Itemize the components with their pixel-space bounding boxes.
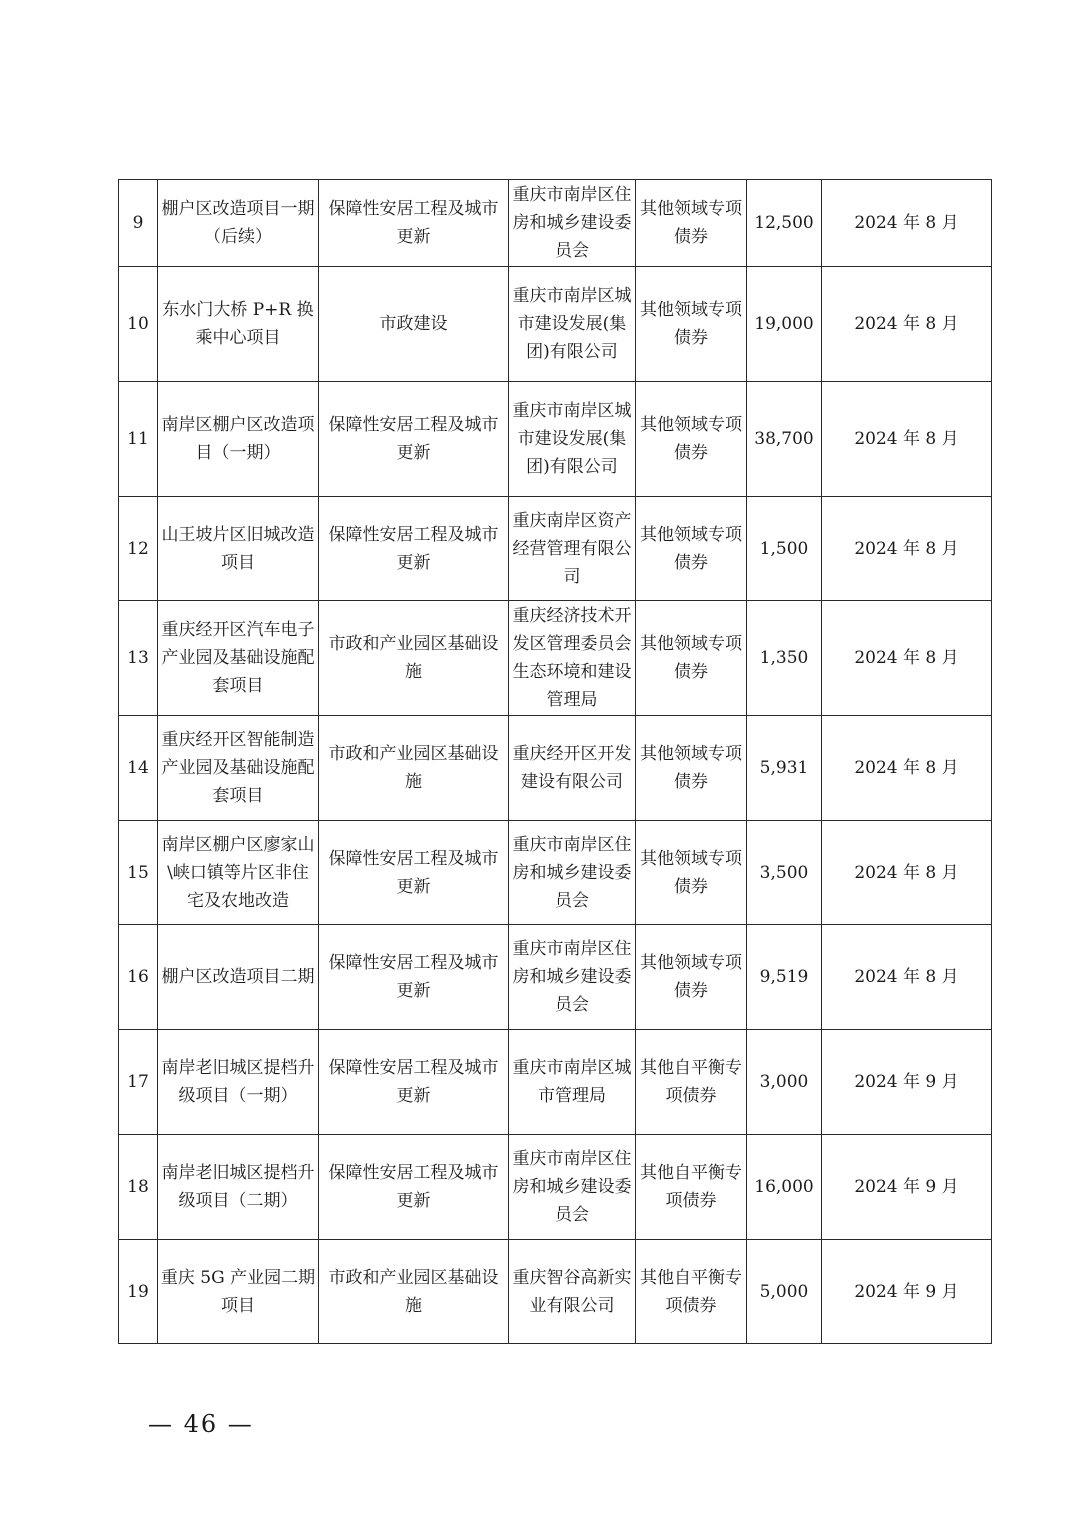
bond-amount: 38,700 — [747, 382, 822, 497]
bond-amount: 1,500 — [747, 497, 822, 601]
table-row — [119, 1240, 992, 1344]
row-number: 15 — [119, 821, 158, 925]
project-field: 市政和产业园区基础设施 — [319, 716, 509, 821]
row-number: 10 — [119, 267, 158, 382]
project-name: 南岸老旧城区提档升级项目（二期） — [158, 1135, 319, 1240]
bond-amount: 12,500 — [747, 180, 822, 267]
implementing-unit: 重庆市南岸区城市建设发展(集团)有限公司 — [509, 382, 636, 497]
issue-date: 2024 年 8 月 — [822, 180, 992, 267]
row-number: 19 — [119, 1240, 158, 1344]
bond-type: 其他领域专项债券 — [636, 716, 747, 821]
issue-date: 2024 年 9 月 — [822, 1030, 992, 1135]
bond-type: 其他领域专项债券 — [636, 267, 747, 382]
bond-type: 其他自平衡专项债券 — [636, 1135, 747, 1240]
row-number: 17 — [119, 1030, 158, 1135]
implementing-unit: 重庆市南岸区住房和城乡建设委员会 — [509, 821, 636, 925]
project-field: 保障性安居工程及城市更新 — [319, 1030, 509, 1135]
project-name: 棚户区改造项目二期 — [158, 925, 319, 1030]
issue-date: 2024 年 9 月 — [822, 1240, 992, 1344]
implementing-unit: 重庆经济技术开发区管理委员会生态环境和建设管理局 — [509, 601, 636, 716]
page-number: — 46 — — [148, 1410, 254, 1438]
bond-amount: 5,931 — [747, 716, 822, 821]
implementing-unit: 重庆市南岸区住房和城乡建设委员会 — [509, 925, 636, 1030]
bond-type: 其他自平衡专项债券 — [636, 1240, 747, 1344]
row-number: 13 — [119, 601, 158, 716]
bond-type: 其他领域专项债券 — [636, 382, 747, 497]
bond-type: 其他领域专项债券 — [636, 497, 747, 601]
row-number: 9 — [119, 180, 158, 267]
bond-type: 其他领域专项债券 — [636, 821, 747, 925]
project-field: 保障性安居工程及城市更新 — [319, 1135, 509, 1240]
table-row — [119, 497, 992, 601]
bond-type: 其他领域专项债券 — [636, 601, 747, 716]
project-name: 棚户区改造项目一期（后续） — [158, 180, 319, 267]
bond-type: 其他领域专项债券 — [636, 180, 747, 267]
project-name: 南岸老旧城区提档升级项目（一期） — [158, 1030, 319, 1135]
bond-amount: 1,350 — [747, 601, 822, 716]
row-number: 18 — [119, 1135, 158, 1240]
table-row — [119, 716, 992, 821]
issue-date: 2024 年 9 月 — [822, 1135, 992, 1240]
project-field: 保障性安居工程及城市更新 — [319, 925, 509, 1030]
row-number: 14 — [119, 716, 158, 821]
project-name: 东水门大桥 P+R 换乘中心项目 — [158, 267, 319, 382]
implementing-unit: 重庆市南岸区城市建设发展(集团)有限公司 — [509, 267, 636, 382]
table-row — [119, 601, 992, 716]
project-field: 市政和产业园区基础设施 — [319, 1240, 509, 1344]
row-number: 16 — [119, 925, 158, 1030]
project-field: 市政和产业园区基础设施 — [319, 601, 509, 716]
bond-type: 其他自平衡专项债券 — [636, 1030, 747, 1135]
project-name: 山王坡片区旧城改造项目 — [158, 497, 319, 601]
implementing-unit: 重庆经开区开发建设有限公司 — [509, 716, 636, 821]
table-row — [119, 1030, 992, 1135]
issue-date: 2024 年 8 月 — [822, 925, 992, 1030]
project-field: 保障性安居工程及城市更新 — [319, 497, 509, 601]
project-name: 重庆经开区智能制造产业园及基础设施配套项目 — [158, 716, 319, 821]
project-name: 南岸区棚户区改造项目（一期） — [158, 382, 319, 497]
issue-date: 2024 年 8 月 — [822, 497, 992, 601]
implementing-unit: 重庆市南岸区住房和城乡建设委员会 — [509, 1135, 636, 1240]
implementing-unit: 重庆南岸区资产经营管理有限公司 — [509, 497, 636, 601]
project-field: 保障性安居工程及城市更新 — [319, 180, 509, 267]
bond-project-table — [118, 179, 992, 1344]
implementing-unit: 重庆智谷高新实业有限公司 — [509, 1240, 636, 1344]
table-row — [119, 821, 992, 925]
issue-date: 2024 年 8 月 — [822, 821, 992, 925]
bond-amount: 3,500 — [747, 821, 822, 925]
row-number: 11 — [119, 382, 158, 497]
bond-amount: 16,000 — [747, 1135, 822, 1240]
issue-date: 2024 年 8 月 — [822, 382, 992, 497]
bond-amount: 9,519 — [747, 925, 822, 1030]
implementing-unit: 重庆市南岸区住房和城乡建设委员会 — [509, 180, 636, 267]
bond-amount: 3,000 — [747, 1030, 822, 1135]
project-field: 保障性安居工程及城市更新 — [319, 382, 509, 497]
bond-type: 其他领域专项债券 — [636, 925, 747, 1030]
project-name: 南岸区棚户区廖家山\峡口镇等片区非住宅及农地改造 — [158, 821, 319, 925]
issue-date: 2024 年 8 月 — [822, 267, 992, 382]
project-field: 保障性安居工程及城市更新 — [319, 821, 509, 925]
implementing-unit: 重庆市南岸区城市管理局 — [509, 1030, 636, 1135]
table-row — [119, 267, 992, 382]
table-row — [119, 925, 992, 1030]
project-name: 重庆 5G 产业园二期项目 — [158, 1240, 319, 1344]
table-row — [119, 382, 992, 497]
bond-amount: 5,000 — [747, 1240, 822, 1344]
issue-date: 2024 年 8 月 — [822, 601, 992, 716]
project-name: 重庆经开区汽车电子产业园及基础设施配套项目 — [158, 601, 319, 716]
project-field: 市政建设 — [319, 267, 509, 382]
table-row — [119, 1135, 992, 1240]
table-row — [119, 180, 992, 267]
bond-amount: 19,000 — [747, 267, 822, 382]
row-number: 12 — [119, 497, 158, 601]
issue-date: 2024 年 8 月 — [822, 716, 992, 821]
